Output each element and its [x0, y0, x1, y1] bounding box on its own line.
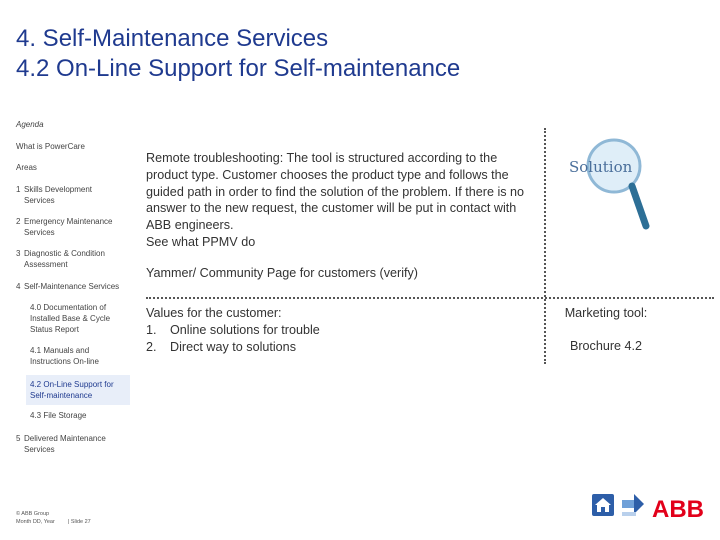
sidebar-item-emergency-maintenance[interactable]	[16, 216, 128, 238]
footer-slide-number: | Slide 27	[67, 519, 91, 525]
sidebar-item-areas[interactable]	[16, 162, 37, 173]
abb-logo-text: ABB	[652, 496, 704, 520]
sidebar-item-label: Delivered Maintenance Services	[24, 434, 106, 454]
brochure-link[interactable]: Brochure 4.2	[569, 339, 643, 353]
list-item	[146, 322, 320, 339]
list-item	[146, 339, 320, 356]
sidebar-item-label: Emergency Maintenance Services	[24, 217, 113, 237]
abb-logo	[652, 496, 704, 520]
sidebar-item-number: 5	[16, 434, 21, 443]
sidebar-item-self-maintenance[interactable]	[16, 281, 134, 292]
horizontal-divider	[146, 297, 714, 299]
values-heading: Values for the customer:	[146, 306, 282, 320]
footer-copyright: © ABB Group	[16, 511, 50, 517]
sidebar-item-number: 3	[16, 249, 21, 258]
footer	[16, 510, 91, 526]
footer-date: Month DD, Year	[16, 519, 55, 525]
sidebar-subitem-4-2-active[interactable]	[26, 375, 130, 405]
sidebar-item-label: Skills Development Services	[24, 185, 93, 205]
sidebar-subitem-4-1[interactable]	[30, 345, 126, 367]
sidebar-item-number: 1	[16, 185, 21, 194]
yammer-text: Yammer/ Community Page for customers (verify)	[146, 266, 418, 280]
sidebar-item-skills-development[interactable]	[16, 184, 104, 206]
footer-date-slide	[16, 518, 91, 526]
slide-title-line2: 4.2 On-Line Support for Self-maintenance	[16, 55, 461, 82]
sidebar-item-label: What is PowerCare	[16, 142, 85, 151]
sidebar-subitem-label: 4.1 Manuals and Instructions On-line	[30, 346, 99, 366]
marketing-tool-label: Marketing tool:	[564, 306, 648, 320]
sidebar-item-number: 2	[16, 217, 21, 226]
list-item-number: 1.	[146, 323, 157, 337]
sidebar-item-what-is-powercare[interactable]	[16, 141, 85, 152]
agenda-heading: Agenda	[16, 120, 44, 129]
see-what-link[interactable]: See what PPMV do	[146, 234, 256, 249]
vertical-divider	[544, 128, 546, 364]
sidebar-item-delivered-maintenance[interactable]	[16, 433, 124, 455]
remote-troubleshooting-text	[146, 150, 542, 251]
slide-title-line1: 4. Self-Maintenance Services	[16, 25, 329, 52]
sidebar-item-diagnostic[interactable]	[16, 248, 124, 270]
sidebar-item-number: 4	[16, 282, 21, 291]
sidebar-item-label: Areas	[16, 163, 37, 172]
remote-paragraph: Remote troubleshooting: The tool is structured according to the product type. Customer chooses the product type and follows the guided path in order to find the solution of the problem. If there is no answer to the new request, the customer will be put in contact with ABB engineers.	[146, 151, 525, 233]
sidebar-subitem-4-3[interactable]	[30, 410, 126, 421]
sidebar-item-label: Self-Maintenance Services	[24, 282, 120, 291]
sidebar-subitem-label: 4.2 On-Line Support for Self-maintenance	[30, 380, 114, 400]
list-item-number: 2.	[146, 340, 157, 354]
solution-image-text: Solution	[569, 158, 633, 176]
sidebar-subitem-label: 4.0 Documentation of Installed Base & Cycle Status Report	[30, 303, 111, 334]
magnifier-solution-image	[566, 128, 650, 248]
sidebar-subitem-4-0[interactable]	[30, 302, 126, 335]
list-item-text: Direct way to solutions	[170, 340, 296, 354]
home-icon[interactable]	[592, 494, 614, 516]
list-item-text: Online solutions for trouble	[170, 323, 320, 337]
customer-values	[146, 305, 320, 356]
sidebar-item-label: Diagnostic & Condition Assessment	[24, 249, 105, 269]
arrow-right-icon[interactable]	[620, 490, 644, 518]
sidebar-subitem-label: 4.3 File Storage	[30, 411, 87, 420]
slide-title	[16, 24, 460, 84]
